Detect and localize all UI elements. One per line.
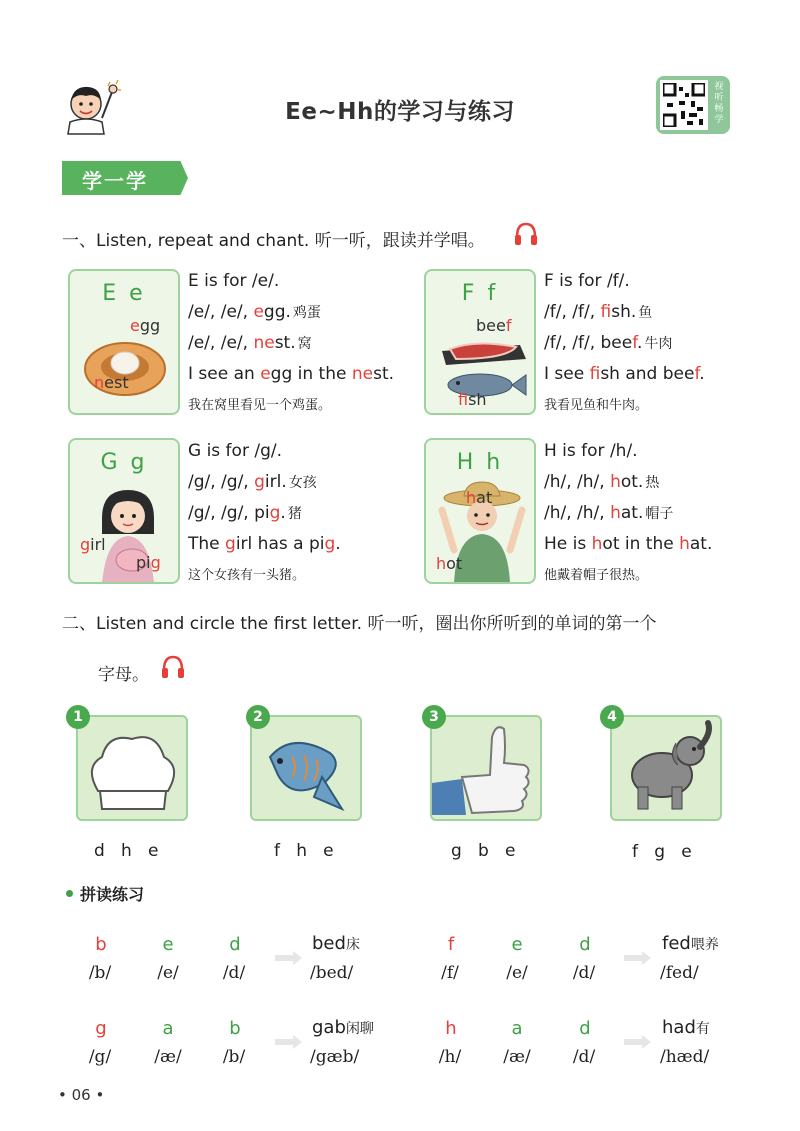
page-number: • 06 • [58, 1086, 105, 1104]
blend-letter: g [95, 1018, 107, 1039]
picture-chef-hat [76, 715, 188, 821]
chant-lines-f [544, 266, 705, 421]
card-word: beef [476, 316, 512, 335]
letter-choices[interactable]: g b e [451, 841, 516, 861]
blend-phonetic: /gæb/ [310, 1047, 360, 1067]
section-tag-label: 学一学 [82, 169, 148, 193]
item-number: 2 [246, 705, 270, 729]
bullet-dot [66, 890, 73, 897]
chant-line: /f/, /f/, fish. 鱼 [544, 302, 653, 322]
letter-card-e [68, 269, 180, 415]
page-title: Ee~Hh的学习与练习 [285, 99, 515, 125]
picture-fish [250, 715, 362, 821]
chant-translation: 他戴着帽子很热。 [544, 568, 649, 583]
chant-line: /g/, /g/, pig. 猪 [188, 503, 302, 523]
blend-letter: e [162, 934, 174, 955]
blend-letter: d [229, 934, 241, 955]
blend-letter: h [445, 1018, 457, 1039]
card-word: egg [130, 316, 161, 335]
chant-line: /e/, /e/, nest. 窝 [188, 333, 312, 353]
blend-phonetic: /hæd/ [660, 1047, 710, 1067]
card-word: girl [80, 535, 106, 554]
picture-thumbs-up [430, 715, 542, 821]
card-word: hat [466, 488, 493, 507]
card-word: pig [136, 553, 161, 572]
qr-side-label: 视听畅学 [714, 82, 724, 125]
headphone-icon[interactable] [513, 221, 539, 247]
blend-letter: b [95, 934, 107, 955]
blend-word: had有 [662, 1017, 710, 1038]
blend-sound: /e/ [506, 963, 528, 983]
qr-code-icon [660, 80, 708, 130]
blend-sound: /d/ [572, 1047, 596, 1067]
item-number: 1 [66, 705, 90, 729]
blend-sound: /æ/ [503, 1047, 531, 1067]
card-letter: F f [461, 281, 499, 306]
blend-arrow-icon [622, 950, 652, 966]
item-number: 3 [422, 705, 446, 729]
chant-line: /h/, /h/, hat. 帽子 [544, 503, 674, 523]
letter-card-h [424, 438, 536, 584]
blend-letter: d [579, 1018, 591, 1039]
letter-choices[interactable]: f g e [632, 842, 692, 862]
blend-word: gab闲聊 [312, 1017, 374, 1038]
blend-arrow-icon [273, 950, 303, 966]
chant-line: I see an egg in the nest. [188, 364, 395, 384]
part1-heading: 一、Listen, repeat and chant. 听一听，跟读并学唱。 [62, 231, 485, 251]
card-word: fish [458, 390, 487, 409]
blend-sound: /f/ [441, 963, 459, 983]
card-letter: E e [102, 281, 146, 306]
card-word: hot [436, 554, 463, 573]
blend-letter: b [229, 1018, 241, 1039]
letter-card-f [424, 269, 536, 415]
blend-word: bed床 [312, 933, 360, 954]
chant-line: E is for /e/. [188, 271, 280, 291]
blend-sound: /d/ [222, 963, 246, 983]
chant-line: G is for /g/. [188, 441, 282, 461]
card-letter: G g [100, 450, 148, 475]
chant-line: H is for /h/. [544, 441, 638, 461]
chant-line: F is for /f/. [544, 271, 630, 291]
chant-lines-h [544, 436, 712, 591]
chant-lines-e [188, 266, 394, 421]
letter-choices[interactable]: d h e [94, 841, 159, 861]
blend-sound: /b/ [222, 1047, 246, 1067]
blend-sound: /b/ [88, 963, 112, 983]
blend-arrow-icon [273, 1034, 303, 1050]
blend-letter: e [511, 934, 523, 955]
chant-line: The girl has a pig. [188, 534, 341, 554]
item-number: 4 [600, 705, 624, 729]
fish-icon [252, 717, 360, 819]
letter-choices[interactable]: f h e [274, 841, 334, 861]
headphone-icon[interactable] [160, 654, 186, 680]
card-word: nest [94, 373, 129, 392]
blend-phonetic: /fed/ [660, 963, 699, 983]
chant-lines-g [188, 436, 341, 591]
chant-line: /g/, /g/, girl. 女孩 [188, 472, 317, 492]
blend-sound: /æ/ [154, 1047, 182, 1067]
chant-line: /h/, /h/, hot. 热 [544, 472, 660, 492]
qr-code-panel[interactable] [656, 76, 730, 134]
blend-sound: /e/ [157, 963, 179, 983]
chant-translation: 我看见鱼和牛肉。 [544, 398, 649, 413]
blend-letter: a [162, 1018, 174, 1039]
card-letter: H h [456, 450, 504, 475]
chant-line: /e/, /e/, egg. 鸡蛋 [188, 302, 321, 322]
blend-sound: /h/ [438, 1047, 462, 1067]
chant-line: I see fish and beef. [544, 364, 705, 384]
blend-word: fed喂养 [662, 933, 719, 954]
letter-card-g [68, 438, 180, 584]
blend-sound: /g/ [88, 1047, 112, 1067]
elephant-icon [612, 717, 720, 819]
blend-phonetic: /bed/ [310, 963, 354, 983]
picture-elephant [610, 715, 722, 821]
chant-line: /f/, /f/, beef. 牛肉 [544, 333, 673, 353]
blend-letter: f [447, 934, 455, 955]
part2-heading: 二、Listen and circle the first letter. 听一听，圈出你所听到的单词的第一个 [62, 614, 657, 634]
part2-heading-cont: 字母。 [98, 665, 149, 685]
blend-arrow-icon [622, 1034, 652, 1050]
thumbs-up-icon [432, 717, 540, 819]
practice-heading: 拼读练习 [80, 885, 145, 904]
chant-translation: 我在窝里看见一个鸡蛋。 [188, 398, 332, 413]
blend-letter: a [511, 1018, 523, 1039]
chant-translation: 这个女孩有一头猪。 [188, 568, 306, 583]
blend-sound: /d/ [572, 963, 596, 983]
chant-line: He is hot in the hat. [544, 534, 713, 554]
blend-letter: d [579, 934, 591, 955]
chef-hat-icon [78, 717, 186, 819]
